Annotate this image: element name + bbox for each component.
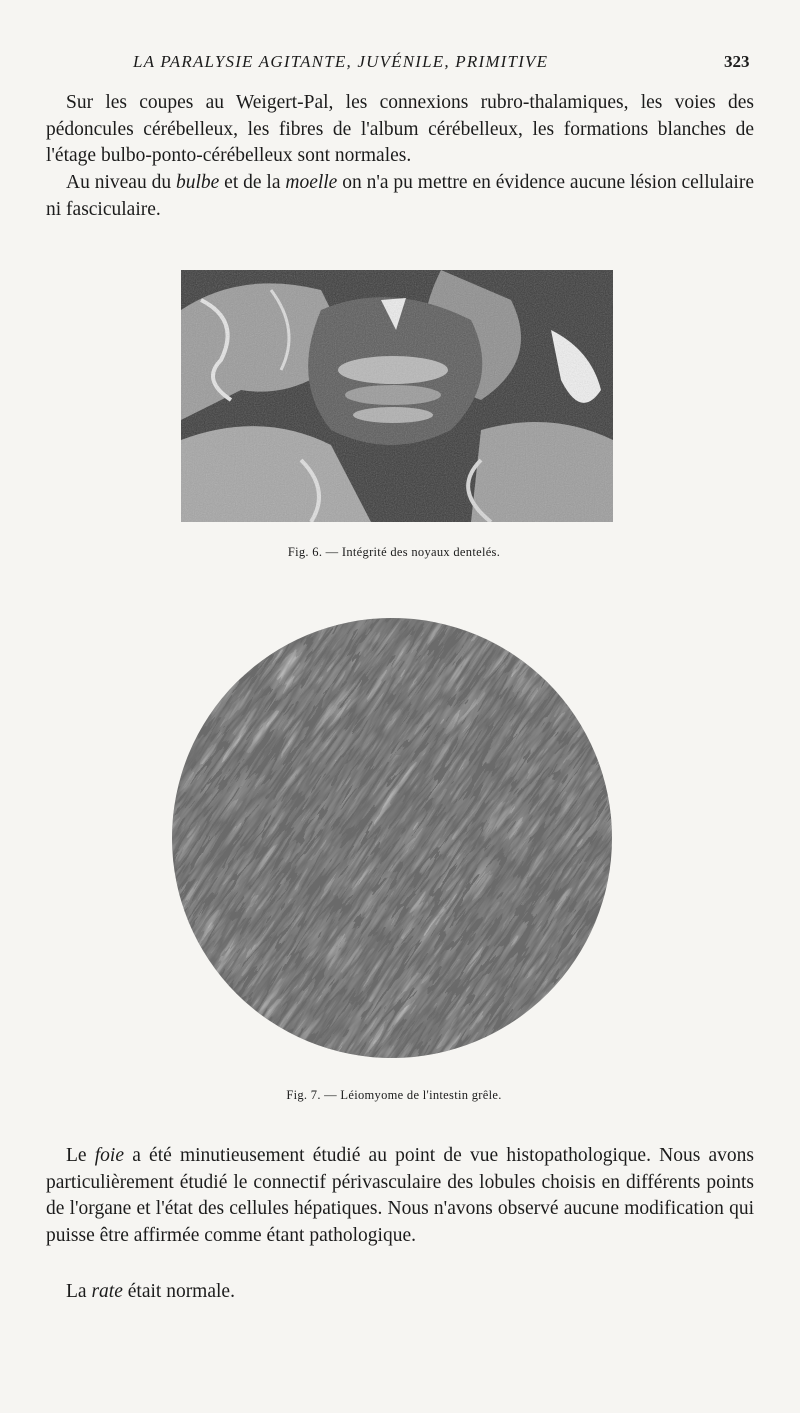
paragraph-text: La <box>66 1281 92 1302</box>
paragraph-text: on n'a pu mettre en évidence aucune lésion cellulaire ni fasciculaire. <box>46 172 755 220</box>
paragraph-text: était normale. <box>122 1281 235 1302</box>
cerebellum-section-image <box>181 270 613 522</box>
italic-term: bulbe <box>175 172 220 193</box>
italic-term: moelle <box>285 172 338 193</box>
paragraph-foie <box>46 1143 754 1249</box>
paragraph-text: et de la <box>219 172 286 193</box>
paragraph-rate <box>46 1279 754 1306</box>
figure-7-photomicrograph <box>172 618 612 1058</box>
paragraph-bulbe-moelle <box>46 170 754 223</box>
paragraph-text: Au niveau du <box>66 172 176 193</box>
page-number: 323 <box>724 52 750 71</box>
figure-6-caption: Fig. 6. — Intégrité des noyaux dentelés. <box>287 545 501 559</box>
leiomyoma-section-image <box>172 618 612 1058</box>
running-title: LA PARALYSIE AGITANTE, JUVÉNILE, PRIMITIVE <box>133 52 549 71</box>
figure-6-photomicrograph <box>181 270 613 522</box>
figure-7-caption: Fig. 7. — Léiomyome de l'intestin grêle. <box>286 1088 502 1102</box>
paragraph-text: Sur les coupes au Weigert-Pal, les connexions rubro-thalamiques, les voies des pédoncules cérébelleux, les fibres de l'album cérébelleux, les formations blanches de l'étage bulbo-ponto-cérébelleux sont normales. <box>46 92 754 166</box>
page-header <box>0 52 800 76</box>
paragraph-weigert-pal <box>46 90 754 170</box>
italic-term: rate <box>91 1281 123 1302</box>
paragraph-text: a été minutieusement étudié au point de vue histopathologique. Nous avons particulièrement étudié le connectif périvasculaire des lobules choisis en différents points de l'organe et l'état des cellules hépatiques. Nous n'avons observé aucune modification qui puisse être affirmée comme étant pathologique. <box>46 1145 754 1246</box>
paragraph-text: Le <box>66 1145 95 1166</box>
italic-term: foie <box>94 1145 125 1166</box>
